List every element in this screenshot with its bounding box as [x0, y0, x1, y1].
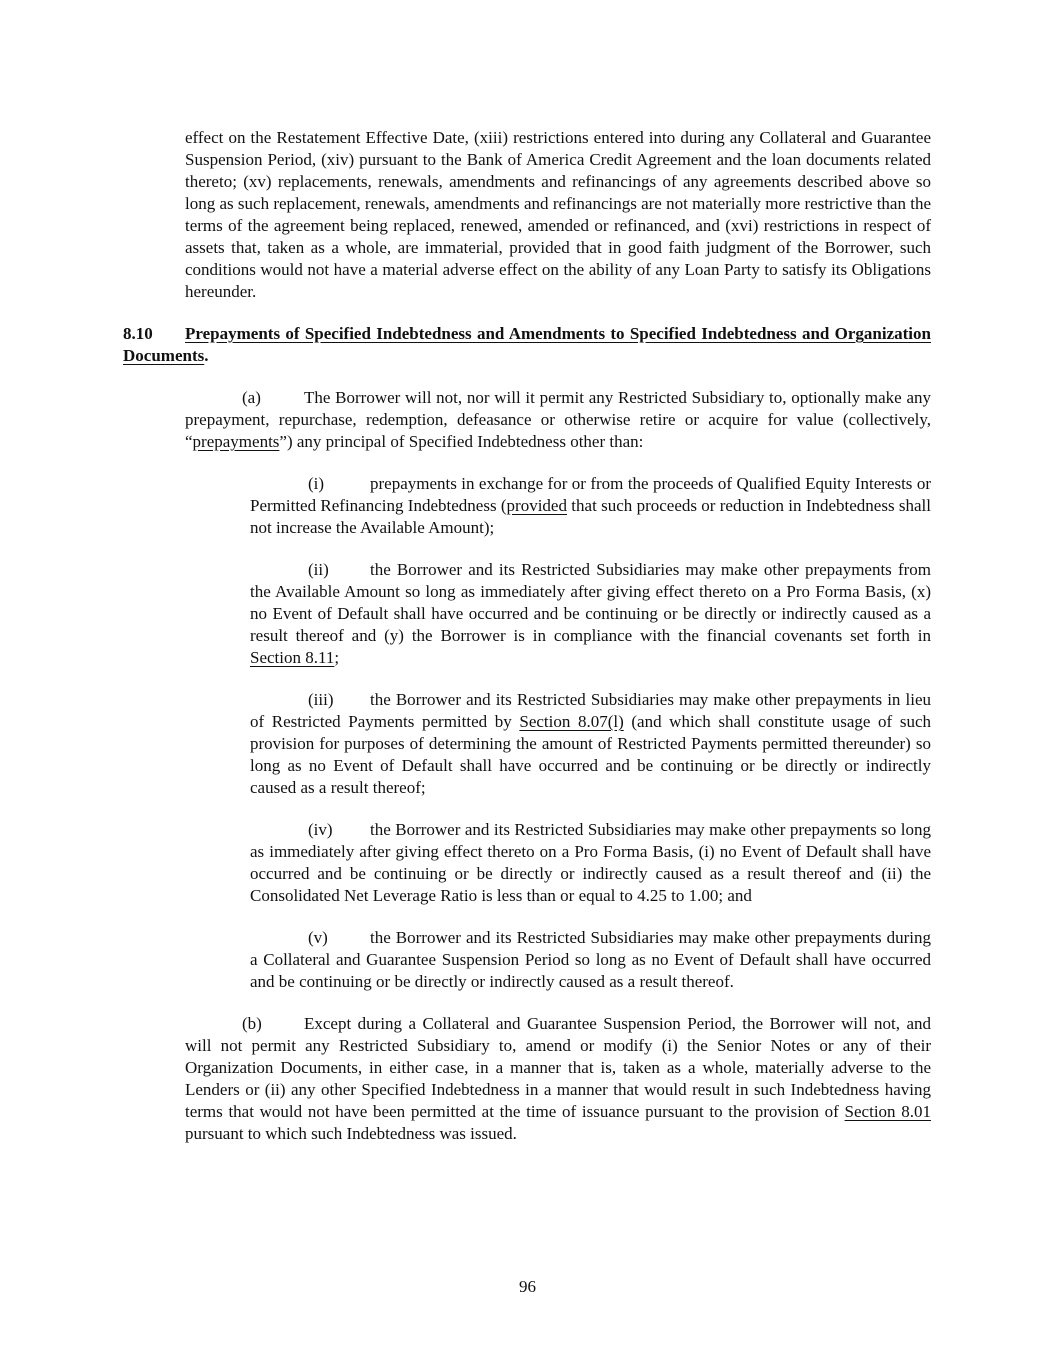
item-ii — [250, 559, 931, 669]
paragraph-b-underlined-text: Section 8.01 — [844, 1102, 931, 1121]
paragraph-b-text: Except during a Collateral and Guarantee Suspension Period, the Borrower will not, and will not permit any Restricted Subsidiary to, amend or modify (i) the Senior Notes or any of their Organization Documents, in either case, in a manner that is, taken as a whole, materially adverse to the Lenders or (ii) any other Specified Indebtedness in a manner that would result in such Indebtedness having terms that would not have been permitted at the time of issuance pursuant to the provision of — [185, 1014, 931, 1121]
paragraph-b-label: (b) — [242, 1014, 262, 1033]
item-iii-label: (iii) — [308, 690, 334, 709]
paragraph-continuation-text: effect on the Restatement Effective Date, (xiii) restrictions entered into during any Collateral and Guarantee Suspension Period, (xiv) pursuant to the Bank of America Credit Agreement and the loan documents related thereto; (xv) replacements, renewals, amendments and refinancings of any agreements described above so long as such replacement, renewals, amendments and refinancings are not materially more restrictive than the terms of the agreement being replaced, renewed, amended or refinanced, and (xvi) restrictions in respect of assets that, taken as a whole, are immaterial, provided that in good faith judgment of the Borrower, such conditions would not have a material adverse effect on the ability of any Loan Party to satisfy its Obligations hereunder. — [185, 128, 931, 301]
item-iii — [250, 689, 931, 799]
item-ii-text: ; — [334, 648, 340, 667]
item-ii-text: the Borrower and its Restricted Subsidiaries may make other prepayments from the Available Amount so long as immediately after giving effect thereto on a Pro Forma Basis, (x) no Event of Default shall have occurred and be continuing or be directly or indirectly caused as a result thereof and (y) the Borrower is in compliance with the financial covenants set forth in — [250, 560, 931, 645]
item-i-text: prepayments in exchange for or from the proceeds of Qualified Equity Interests or Permitted Refinancing Indebtedness ( — [250, 474, 931, 515]
section-heading-8-10-text: . — [204, 346, 209, 365]
paragraph-a-text: The Borrower will not, nor will it permit any Restricted Subsidiary to, optionally make any prepayment, repurchase, redemption, defeasance or otherwise retire or acquire for value (collectively, “ — [185, 388, 931, 451]
item-i-text: that such proceeds or reduction in Indebtedness shall not increase the Available Amount); — [250, 496, 931, 537]
paragraph-a-text: ”) any principal of Specified Indebtedness other than: — [279, 432, 644, 451]
item-ii-underlined-text: Section 8.11 — [250, 648, 335, 667]
item-i — [250, 473, 931, 539]
paragraph-a — [185, 387, 931, 453]
item-i-label: (i) — [308, 474, 325, 493]
paragraph-b — [185, 1013, 931, 1145]
paragraph-a-underlined-text: prepayments — [192, 432, 280, 451]
page-number: 96 — [519, 1277, 536, 1296]
item-ii-label: (ii) — [308, 560, 329, 579]
paragraph-a-label: (a) — [242, 388, 261, 407]
item-i-underlined-text: provided — [506, 496, 567, 515]
item-iv-label: (iv) — [308, 820, 333, 839]
item-v-text: the Borrower and its Restricted Subsidiaries may make other prepayments during a Collateral and Guarantee Suspension Period so long as no Event of Default shall have occurred and be continuing or be directly or indirectly caused as a result thereof. — [250, 928, 931, 991]
document-body — [123, 127, 931, 1145]
section-heading-8-10 — [123, 323, 931, 367]
paragraph-b-text: pursuant to which such Indebtedness was issued. — [185, 1124, 517, 1143]
paragraph-continuation — [185, 127, 931, 303]
section-heading-8-10-underlined-text: Prepayments of Specified Indebtedness and Amendments to Specified Indebtedness and Organization Documents — [123, 324, 931, 365]
item-iv — [250, 819, 931, 907]
item-iii-text: (and which shall constitute usage of such provision for purposes of determining the amount of Restricted Payments permitted thereunder) so long as no Event of Default shall have occurred and be continuing or be directly or indirectly caused as a result thereof; — [250, 712, 931, 797]
item-v — [250, 927, 931, 993]
item-iii-text: the Borrower and its Restricted Subsidiaries may make other prepayments in lieu of Restricted Payments permitted by — [250, 690, 931, 731]
item-v-label: (v) — [308, 928, 328, 947]
item-iv-text: the Borrower and its Restricted Subsidiaries may make other prepayments so long as immediately after giving effect thereto on a Pro Forma Basis, (i) no Event of Default shall have occurred and be continuing or be directly or indirectly caused as a result thereof and (ii) the Consolidated Net Leverage Ratio is less than or equal to 4.25 to 1.00; and — [250, 820, 931, 905]
section-heading-8-10-label: 8.10 — [123, 324, 153, 343]
item-iii-underlined-text: Section 8.07(l) — [519, 712, 624, 731]
